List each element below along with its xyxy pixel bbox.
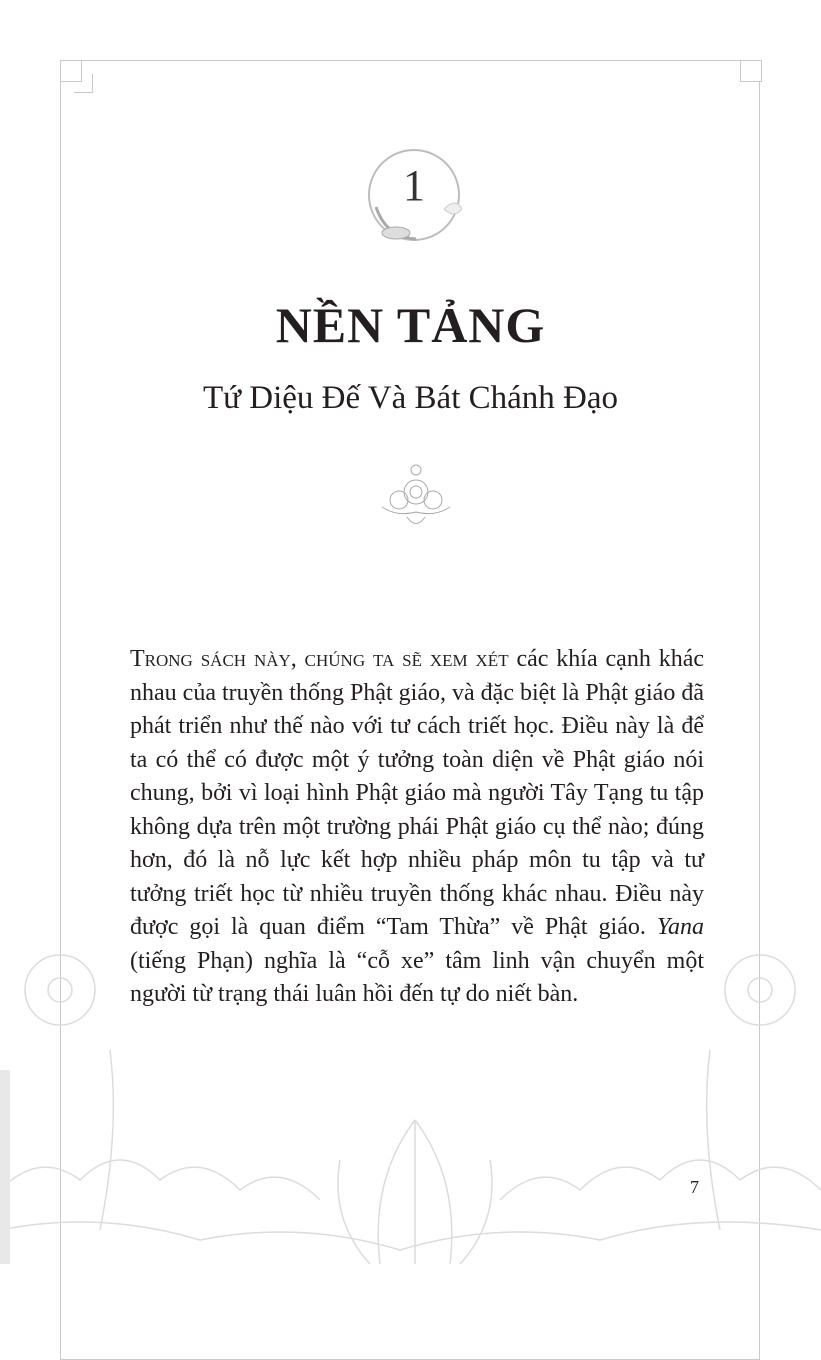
body-paragraph <box>130 643 704 1012</box>
chapter-subtitle: Tứ Diệu Đế Và Bát Chánh Đạo <box>202 380 618 416</box>
flower-ornament-icon <box>377 462 455 530</box>
frame-corner-top-right <box>740 60 762 82</box>
frame-notch-left <box>74 74 93 93</box>
body-text-1: các khía cạnh khác nhau của truyền thống Phật giáo, và đặc biệt là Phật giáo đã phát triển như thế nào với tư cách triết học. Điều này là để ta có thể có được một ý tưởng toàn diện về Phật giáo nói chung, bởi vì loại hình Phật giáo mà người Tây Tạng tu tập không dựa trên một trường phái Phật giáo cụ thể nào; đúng hơn, đó là nỗ lực kết hợp nhiều pháp môn tu tập và tư tưởng triết học từ nhiều truyền thống khác nhau. Điều này được gọi là quan điểm “Tam Thừa” về Phật giáo. <box>130 646 705 940</box>
lead-in-small-caps: Trong sách này, chúng ta sẽ xem xét <box>130 646 509 672</box>
chapter-title: NỀN TẢNG <box>275 297 546 353</box>
page-number: 7 <box>690 1177 699 1197</box>
italic-term: Yana <box>656 914 704 940</box>
chapter-number: 1 <box>403 161 425 210</box>
body-text-2: (tiếng Phạn) nghĩa là “cỗ xe” tâm linh vận chuyển một người từ trạng thái luân hồi đến tự do niết bàn. <box>130 947 704 1007</box>
